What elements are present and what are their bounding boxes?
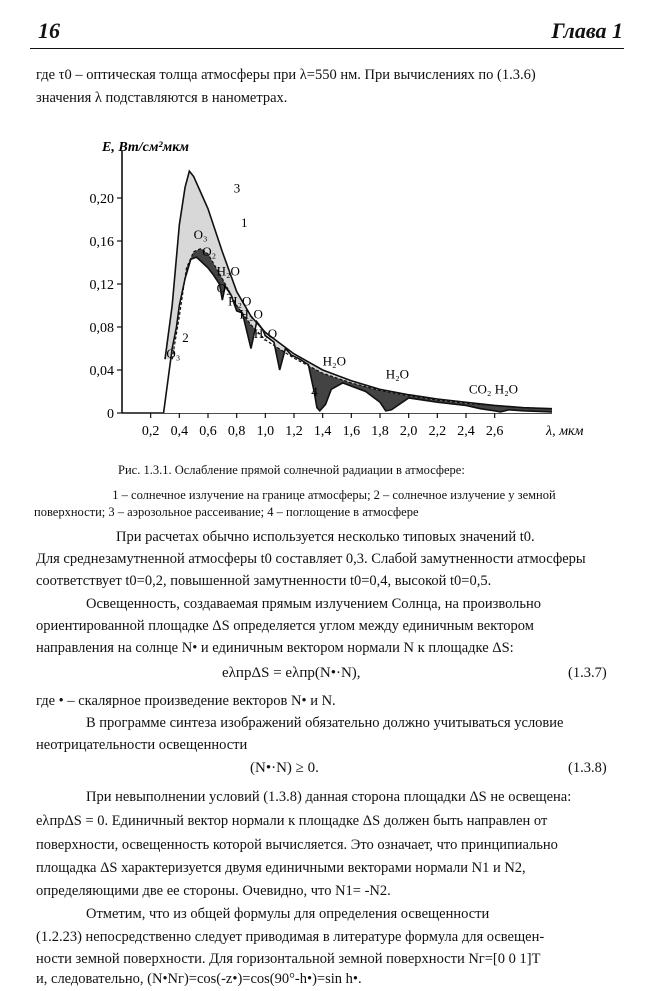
x-tick-label: 1,8 [371, 424, 389, 439]
para-6-line-1: Отметим, что из общей формулы для определения освещенности [86, 906, 490, 922]
x-axis-label: λ, мкм [546, 424, 584, 439]
absorption-annotation: H₂O [216, 263, 240, 279]
series-3-label: 3 [233, 180, 241, 196]
equation-1-3-7: eλпрΔS = eλпр(N•·N), [222, 665, 361, 681]
y-tick-label: 0,12 [89, 278, 114, 293]
para-4-line-1: В программе синтеза изображений обязательно должно учитываться условие [86, 715, 564, 731]
y-axis-label: E, Вт/см²мкм [102, 140, 189, 155]
x-tick-label: 0,2 [141, 424, 160, 439]
y-tick-label: 0 [107, 407, 114, 422]
para-2-line-1: Освещенность, создаваемая прямым излучением Солнца, на произвольно [86, 596, 542, 612]
x-tick-label: 2,2 [428, 424, 447, 439]
absorption-annotation: O₂ [202, 244, 217, 260]
para-5-line-1: При невыполнении условий (1.3.8) данная сторона площадки ΔS не освещена: [86, 789, 572, 805]
absorption-annotation: H₂O [385, 366, 410, 382]
legend-line-1: 1 – солнечное излучение на границе атмосферы; 2 – солнечное излучение у земной [112, 488, 556, 502]
para-5-line-2: eλпрΔS = 0. Единичный вектор нормали к площадке ΔS должен быть направлен от [36, 813, 548, 829]
para-6-line-3: ности земной поверхности. Для горизонтальной земной поверхности Nг=[0 0 1]T [36, 951, 541, 967]
intro-line-1: где τ0 – оптическая толща атмосферы при λ=550 нм. При вычислениях по (1.3.6) [36, 67, 536, 83]
para-1-line-3: соответствует t0=0,2, повышенной замутненности t0=0,4, высокой t0=0,5. [36, 573, 492, 589]
para-2-line-2: ориентированной площадке ΔS определяется углом между единичным вектором [36, 618, 534, 634]
para-5-line-3: поверхности, освещенность которой вычисляется. Это означает, что принципиально [36, 837, 558, 853]
y-tick-label: 0,16 [89, 235, 114, 250]
para-1-line-2: Для среднезамутненной атмосферы t0 составляет 0,3. Слабой замутненности атмосферы [36, 551, 586, 567]
chapter-title: Глава 1 [551, 18, 623, 43]
absorption-annotation: H₂O [228, 293, 252, 309]
para-2-line-3: направления на солнце N• и единичным вектором нормали N к площадке ΔS: [36, 640, 514, 656]
x-tick-label: 0,8 [227, 424, 246, 439]
para-4-line-2: неотрицательности освещенности [36, 737, 248, 753]
x-tick-label: 2,4 [457, 424, 475, 439]
para-6-line-4: и, следовательно, (N•Nг)=cos(-z•)=cos(90°-h•)=sin h•. [36, 971, 362, 987]
equation-1-3-7-number: (1.3.7) [568, 665, 607, 681]
y-tick-label: 0,08 [89, 321, 114, 336]
series-2-label: 2 [182, 330, 189, 346]
header-rule [30, 48, 624, 49]
para-6-line-2: (1.2.23) непосредственно следует приводимая в литературе формула для освещен- [36, 929, 545, 945]
para-5-line-4: площадка ΔS характеризуется двумя единичными векторами нормали N1 и N2, [36, 860, 526, 876]
absorption-annotation: CO₂ H₂O [468, 381, 519, 397]
series-1-label: 1 [240, 215, 248, 231]
x-tick-label: 0,6 [199, 424, 217, 439]
absorption-annotation: O₂ [216, 280, 231, 296]
absorption-annotation: O₃ [166, 346, 181, 362]
absorption-annotation: O₃ [193, 226, 208, 242]
x-tick-label: 2,6 [485, 424, 504, 439]
legend-line-2: поверхности; 3 – аэрозольное рассеивание; 4 – поглощение в атмосфере [34, 505, 419, 519]
para-5-line-5: определяющими две ее стороны. Очевидно, что N1= -N2. [36, 883, 391, 899]
intro-line-2: значения λ подставляются в нанометрах. [36, 90, 288, 106]
x-tick-label: 1,2 [285, 424, 303, 439]
equation-1-3-8-number: (1.3.8) [568, 760, 607, 776]
equation-1-3-8: (N•·N) ≥ 0. [250, 760, 319, 776]
x-tick-label: 1,6 [342, 424, 361, 439]
x-tick-label: 1,0 [256, 424, 275, 439]
page-number: 16 [38, 18, 60, 43]
y-tick-label: 0,04 [89, 364, 114, 379]
x-tick-label: 2,0 [399, 424, 418, 439]
attenuation-chart [70, 135, 590, 445]
absorption-annotation: 4 [311, 383, 318, 399]
para-1-line-1: При расчетах обычно используется несколько типовых значений t0. [116, 529, 535, 545]
y-tick-label: 0,20 [89, 192, 114, 207]
para-3: где • – скалярное произведение векторов N• и N. [36, 693, 336, 709]
figure-caption: Рис. 1.3.1. Ослабление прямой солнечной радиации в атмосфере: [118, 463, 465, 477]
absorption-annotation: H₂O [239, 306, 263, 322]
absorption-annotation: H₂O [322, 353, 346, 369]
absorption-annotation: H₂O [253, 325, 278, 341]
x-tick-label: 0,4 [170, 424, 189, 439]
x-tick-label: 1,4 [313, 424, 332, 439]
